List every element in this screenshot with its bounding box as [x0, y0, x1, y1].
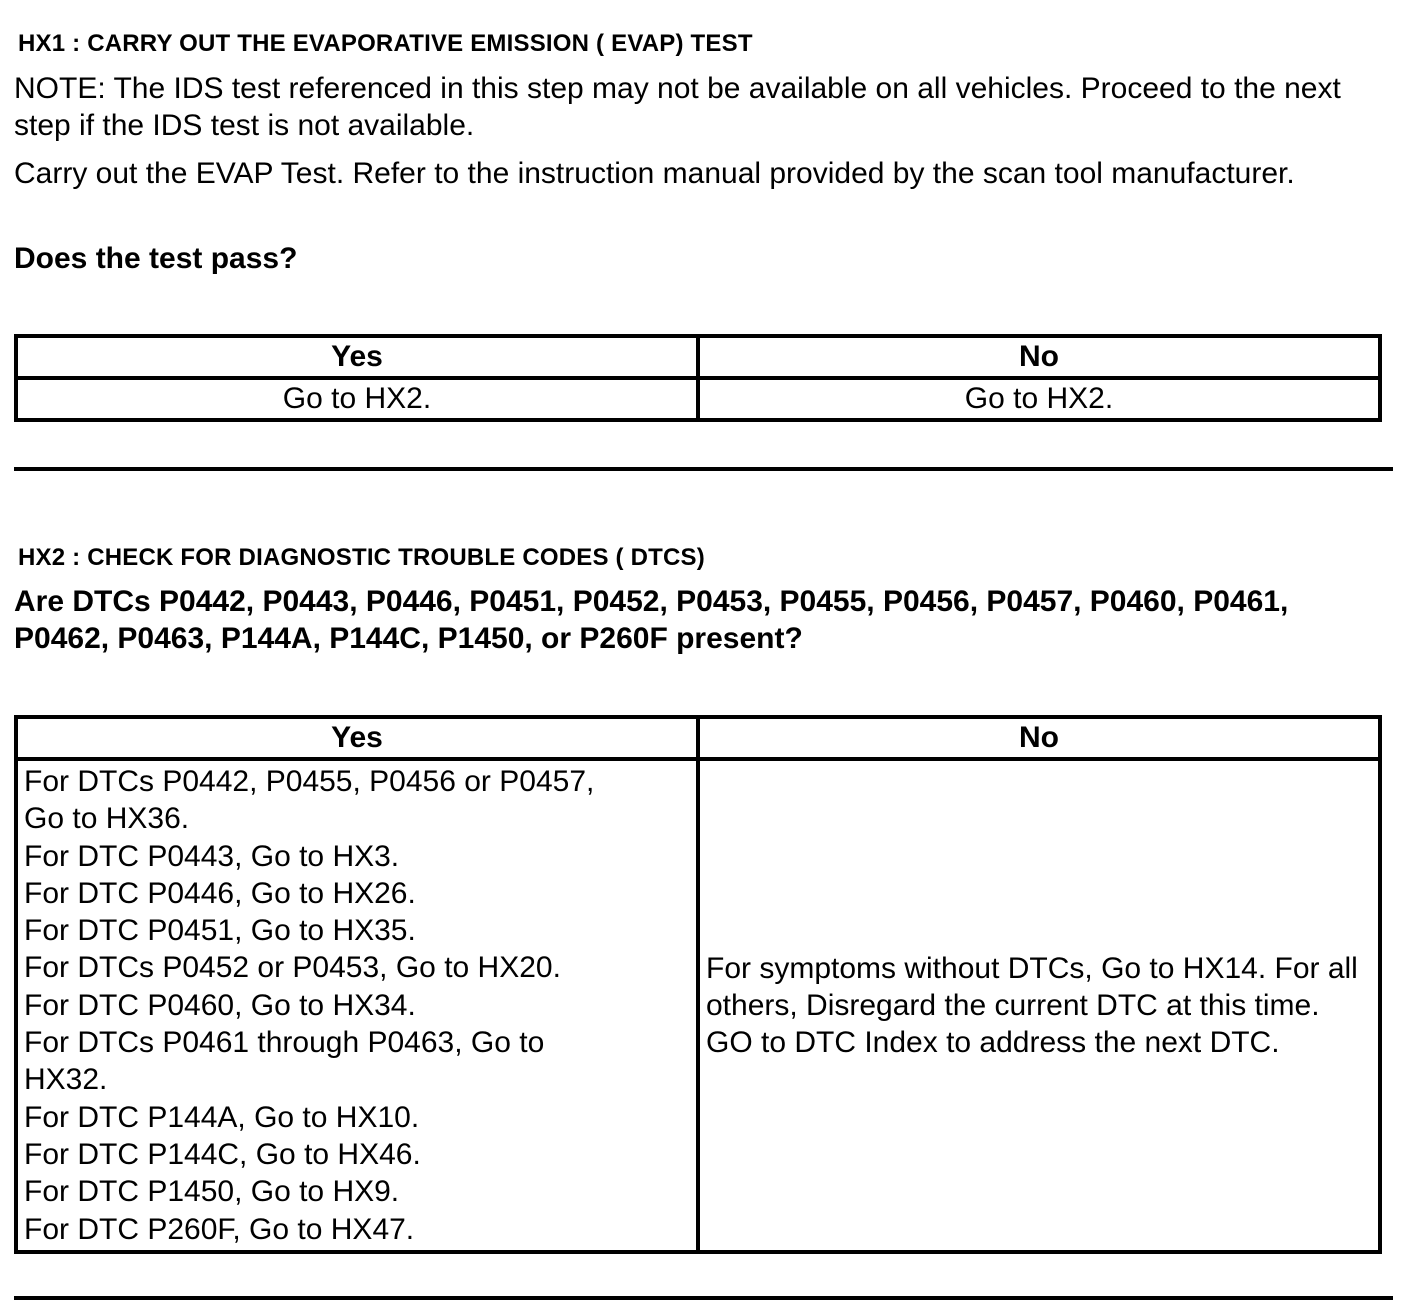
hx1-yes-header: Yes: [16, 336, 698, 378]
yes-action-line: For DTC P144C, Go to HX46.: [24, 1137, 421, 1171]
hx2-no-header: No: [698, 717, 1380, 759]
yes-action-line: For DTCs P0461 through P0463, Go to: [24, 1026, 545, 1060]
hx2-no-action: For symptoms without DTCs, Go to HX14. For all others, Disregard the current DTC at this time. GO to DTC Index to address the next DTC.: [698, 759, 1380, 1252]
hx2-yes-actions: [16, 759, 698, 1252]
hx2-yes-header: Yes: [16, 717, 698, 759]
hx1-note: NOTE: The IDS test referenced in this step may not be available on all vehicles. Proceed to the next step if the IDS test is not available.: [14, 72, 1341, 142]
yes-action-line: For DTC P260F, Go to HX47.: [24, 1212, 415, 1246]
hx1-result-table: [14, 334, 1382, 422]
yes-action-line: For DTC P0460, Go to HX34.: [24, 988, 416, 1022]
yes-action-line: For DTC P0446, Go to HX26.: [24, 876, 416, 910]
yes-action-line: For DTCs P0442, P0455, P0456 or P0457,: [24, 765, 595, 798]
yes-action-line: For DTC P0443, Go to HX3.: [24, 839, 400, 873]
hx1-heading: HX1 : CARRY OUT THE EVAPORATIVE EMISSION ( EVAP) TEST: [18, 30, 753, 57]
hx2-heading: HX2 : CHECK FOR DIAGNOSTIC TROUBLE CODES ( DTCS): [18, 544, 705, 571]
hx2-result-table: [14, 715, 1382, 1254]
hx1-question: Does the test pass?: [14, 242, 298, 275]
hx2-question: Are DTCs P0442, P0443, P0446, P0451, P0452, P0453, P0455, P0456, P0457, P0460, P0461, P0462, P0463, P144A, P144C, P1450, or P260F present?: [14, 585, 1289, 655]
yes-action-line: HX32.: [24, 1063, 108, 1097]
section-divider: [14, 1296, 1393, 1300]
yes-action-line: For DTC P1450, Go to HX9.: [24, 1175, 400, 1209]
hx1-no-action: Go to HX2.: [698, 378, 1380, 420]
hx1-no-header: No: [698, 336, 1380, 378]
yes-action-line: For DTCs P0452 or P0453, Go to HX20.: [24, 951, 561, 985]
yes-action-line: Go to HX36.: [24, 802, 190, 836]
hx1-instruction: Carry out the EVAP Test. Refer to the instruction manual provided by the scan tool manufacturer.: [14, 157, 1295, 190]
yes-action-line: For DTC P0451, Go to HX35.: [24, 914, 416, 948]
section-divider: [14, 467, 1393, 471]
hx1-yes-action: Go to HX2.: [16, 378, 698, 420]
yes-action-line: For DTC P144A, Go to HX10.: [24, 1100, 420, 1134]
